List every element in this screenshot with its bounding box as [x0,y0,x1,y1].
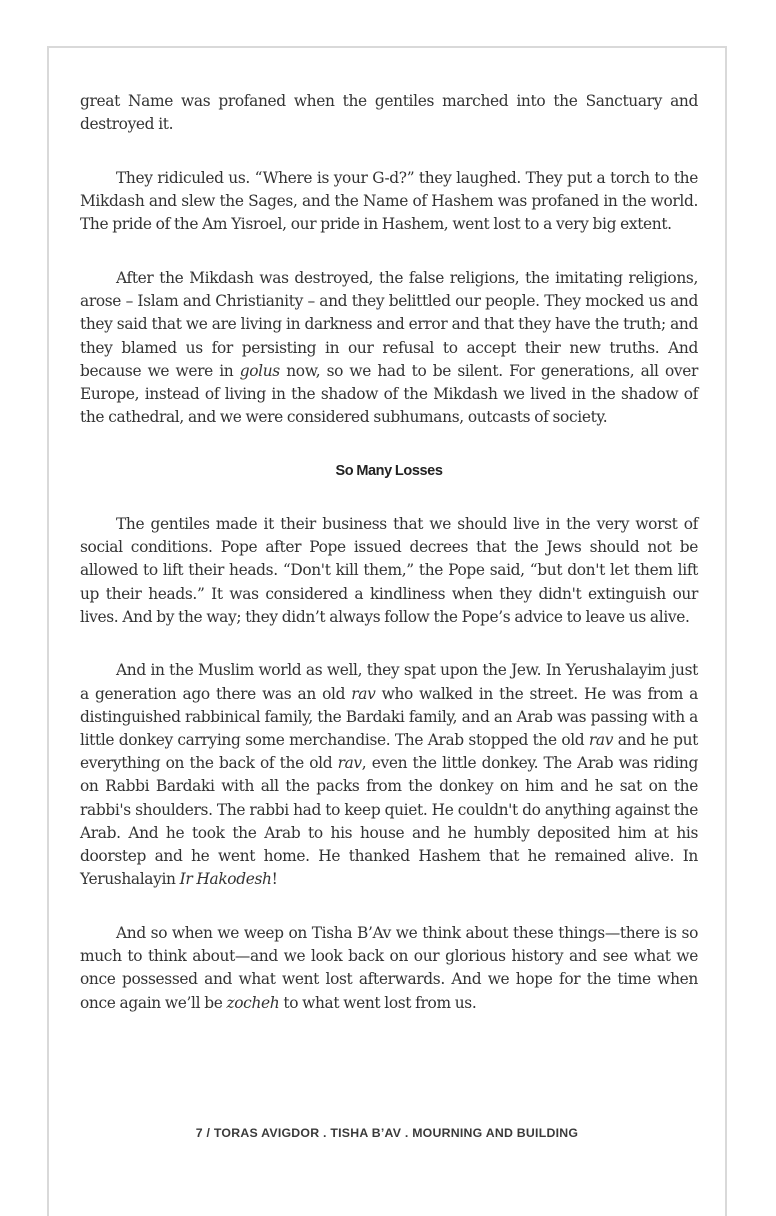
text-segment: And in the Muslim world as well, they spat upon the Jew. In Yerushalayim just a generation ago there was an old [80,661,698,703]
paragraph-continued: great Name was profaned when the gentiles marched into the Sanctuary and destroyed it. [80,92,698,134]
italic-term: golus [239,361,280,380]
italic-term: Ir Hakodesh [179,870,272,889]
text-segment: And so when we weep on Tisha B’Av we think about these things—there is so much to think about—and we look back on our glorious history and see what we once possessed and what went lost afterwards. And we hope for the time when once again we’ll be [80,923,698,1012]
page-content [80,90,698,1045]
text-segment: to what went lost from us. [279,993,477,1012]
document-page [47,46,727,1216]
text-segment: After the Mikdash was destroyed, the false religions, the imitating religions, arose – Islam and Christianity – and they belittled our people. They mocked us and they said that we are living in darkness and error and that they have the truth; and they blamed us for persisting in our refusal to accept their new truths. And because we were in [80,269,698,380]
page-footer: 7 / TORAS AVIGDOR . TISHA B’AV . MOURNING AND BUILDING [195,1126,579,1140]
paragraph [80,659,698,891]
italic-term: rav [588,731,614,750]
italic-term: zocheh [226,993,280,1012]
text-segment: now, so we had to be silent. For generations, all over Europe, instead of living in the shadow of the Mikdash we lived in the shadow of the cathedral, and we were considered subhumans, outcasts of society. [80,361,698,427]
paragraph [80,922,698,1015]
paragraph: They ridiculed us. “Where is your G-d?” they laughed. They put a torch to the Mikdash and slew the Sages, and the Name of Hashem was profaned in the world. The pride of the Am Yisroel, our pride in Hashem, went lost to a very big extent. [80,168,698,234]
text-segment: , even the little donkey. The Arab was riding on Rabbi Bardaki with all the packs from the donkey on him and he sat on the rabbi's shoulders. The rabbi had to keep quiet. He couldn't do anything against the Arab. And he took the Arab to his house and he humbly deposited him at his doorstep and he went home. He thanked Hashem that he remained alive. In Yerushalayin [80,754,698,889]
text-segment: ! [271,870,278,889]
text-segment: and he put everything on the back of the old [80,731,698,773]
text-segment: who walked in the street. He was from a distinguished rabbinical family, the Bardaki family, and an Arab was passing with a little donkey carrying some merchandise. The Arab stopped the old [80,684,698,750]
section-heading: So Many Losses [335,462,443,479]
paragraph [80,267,698,429]
paragraph: The gentiles made it their business that we should live in the very worst of social conditions. Pope after Pope issued decrees that the Jews should not be allowed to lift their heads. “Don't kill them,” the Pope said, “but don't let them lift up their heads.” It was considered a kindliness when they didn't extinguish our lives. And by the way; they didn’t always follow the Pope’s advice to leave us alive. [80,514,698,626]
italic-term: rav [337,754,362,773]
italic-term: rav [351,684,376,703]
